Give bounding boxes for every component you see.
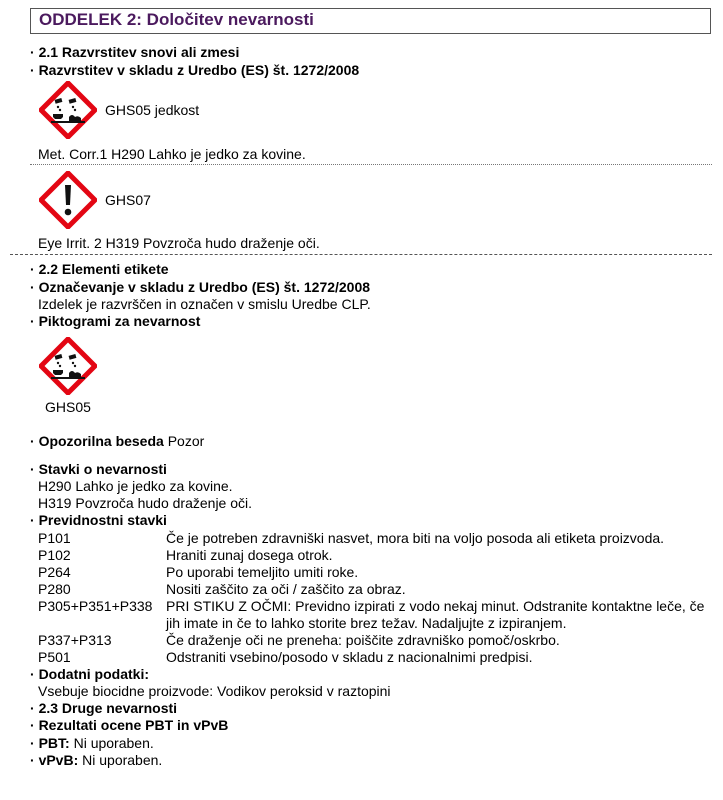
section-title-box xyxy=(30,8,711,34)
section-2-1-heading: · 2.1 Razvrstitev snovi ali zmesi xyxy=(30,44,240,60)
classification-heading: · Razvrstitev v skladu z Uredbo (ES) št. 1272/2008 xyxy=(30,62,360,78)
pbt-results-heading: · Rezultati ocene PBT in vPvB xyxy=(30,717,229,733)
ghs07-pictogram-label: GHS07 xyxy=(105,192,151,208)
corrosion-icon xyxy=(39,337,97,395)
dashed-divider xyxy=(10,254,712,255)
precaution-code: P264 xyxy=(38,564,71,580)
hazard-statement: H319 Povzroča hudo draženje oči. xyxy=(38,495,253,511)
precaution-text: PRI STIKU Z OČMI: Previdno izpirati z vodo nekaj minut. Odstranite kontaktne leče, če jih imate in če to lahko storite brez težav. Nadaljujte z izpiranjem. xyxy=(166,598,705,631)
precaution-text: Če draženje oči ne preneha: poiščite zdravniško pomoč/oskrbo. xyxy=(166,632,560,648)
hazard-statement: H290 Lahko je jedko za kovine. xyxy=(38,478,233,494)
dotted-divider xyxy=(30,164,712,165)
hazard-statements-heading: · Stavki o nevarnosti xyxy=(30,461,167,477)
additional-info-text: Vsebuje biocidne proizvode: Vodikov peroksid v raztopini xyxy=(38,683,391,699)
precaution-code: P102 xyxy=(38,547,71,563)
section-2-2-heading: · 2.2 Elementi etikete xyxy=(30,261,169,277)
labeling-text: Izdelek je razvrščen in označen v smislu Uredbe CLP. xyxy=(38,296,371,312)
pbt-result: · PBT: Ni uporaben. xyxy=(30,735,154,751)
precaution-code: P337+P313 xyxy=(38,632,112,648)
precaution-code: P280 xyxy=(38,581,71,597)
precaution-text: Če je potreben zdravniški nasvet, mora biti na voljo posoda ali etiketa proizvoda. xyxy=(166,530,665,546)
precaution-text: Hraniti zunaj dosega otrok. xyxy=(166,547,333,563)
precaution-text: Po uporabi temeljito umiti roke. xyxy=(166,564,359,580)
ghs05-label: GHS05 xyxy=(45,399,91,415)
precautionary-heading: · Previdnostni stavki xyxy=(30,512,167,528)
precaution-text: Nositi zaščito za oči / zaščito za obraz. xyxy=(166,581,406,597)
ghs05-pictogram-label: GHS05 jedkost xyxy=(105,102,200,118)
section-title: ODDELEK 2: Določitev nevarnosti xyxy=(39,10,314,29)
hazard-classification-2: Eye Irrit. 2 H319 Povzroča hudo draženje oči. xyxy=(38,235,320,251)
pictograms-heading: · Piktogrami za nevarnost xyxy=(30,313,201,329)
additional-info-heading: · Dodatni podatki: xyxy=(30,666,149,682)
signal-word: · Opozorilna beseda Pozor xyxy=(30,433,205,449)
exclamation-mark-icon xyxy=(39,171,97,229)
precaution-code: P101 xyxy=(38,530,71,546)
precaution-code: P305+P351+P338 xyxy=(38,598,153,614)
hazard-classification-1: Met. Corr.1 H290 Lahko je jedko za kovine. xyxy=(38,146,306,162)
precaution-text: Odstraniti vsebino/posodo v skladu z nacionalnimi predpisi. xyxy=(166,649,533,665)
precaution-code: P501 xyxy=(38,649,71,665)
section-2-3-heading: · 2.3 Druge nevarnosti xyxy=(30,700,178,716)
vpvb-result: · vPvB: Ni uporaben. xyxy=(30,752,163,768)
corrosion-icon xyxy=(39,81,97,139)
labeling-heading: · Označevanje v skladu z Uredbo (ES) št. 1272/2008 xyxy=(30,279,371,295)
